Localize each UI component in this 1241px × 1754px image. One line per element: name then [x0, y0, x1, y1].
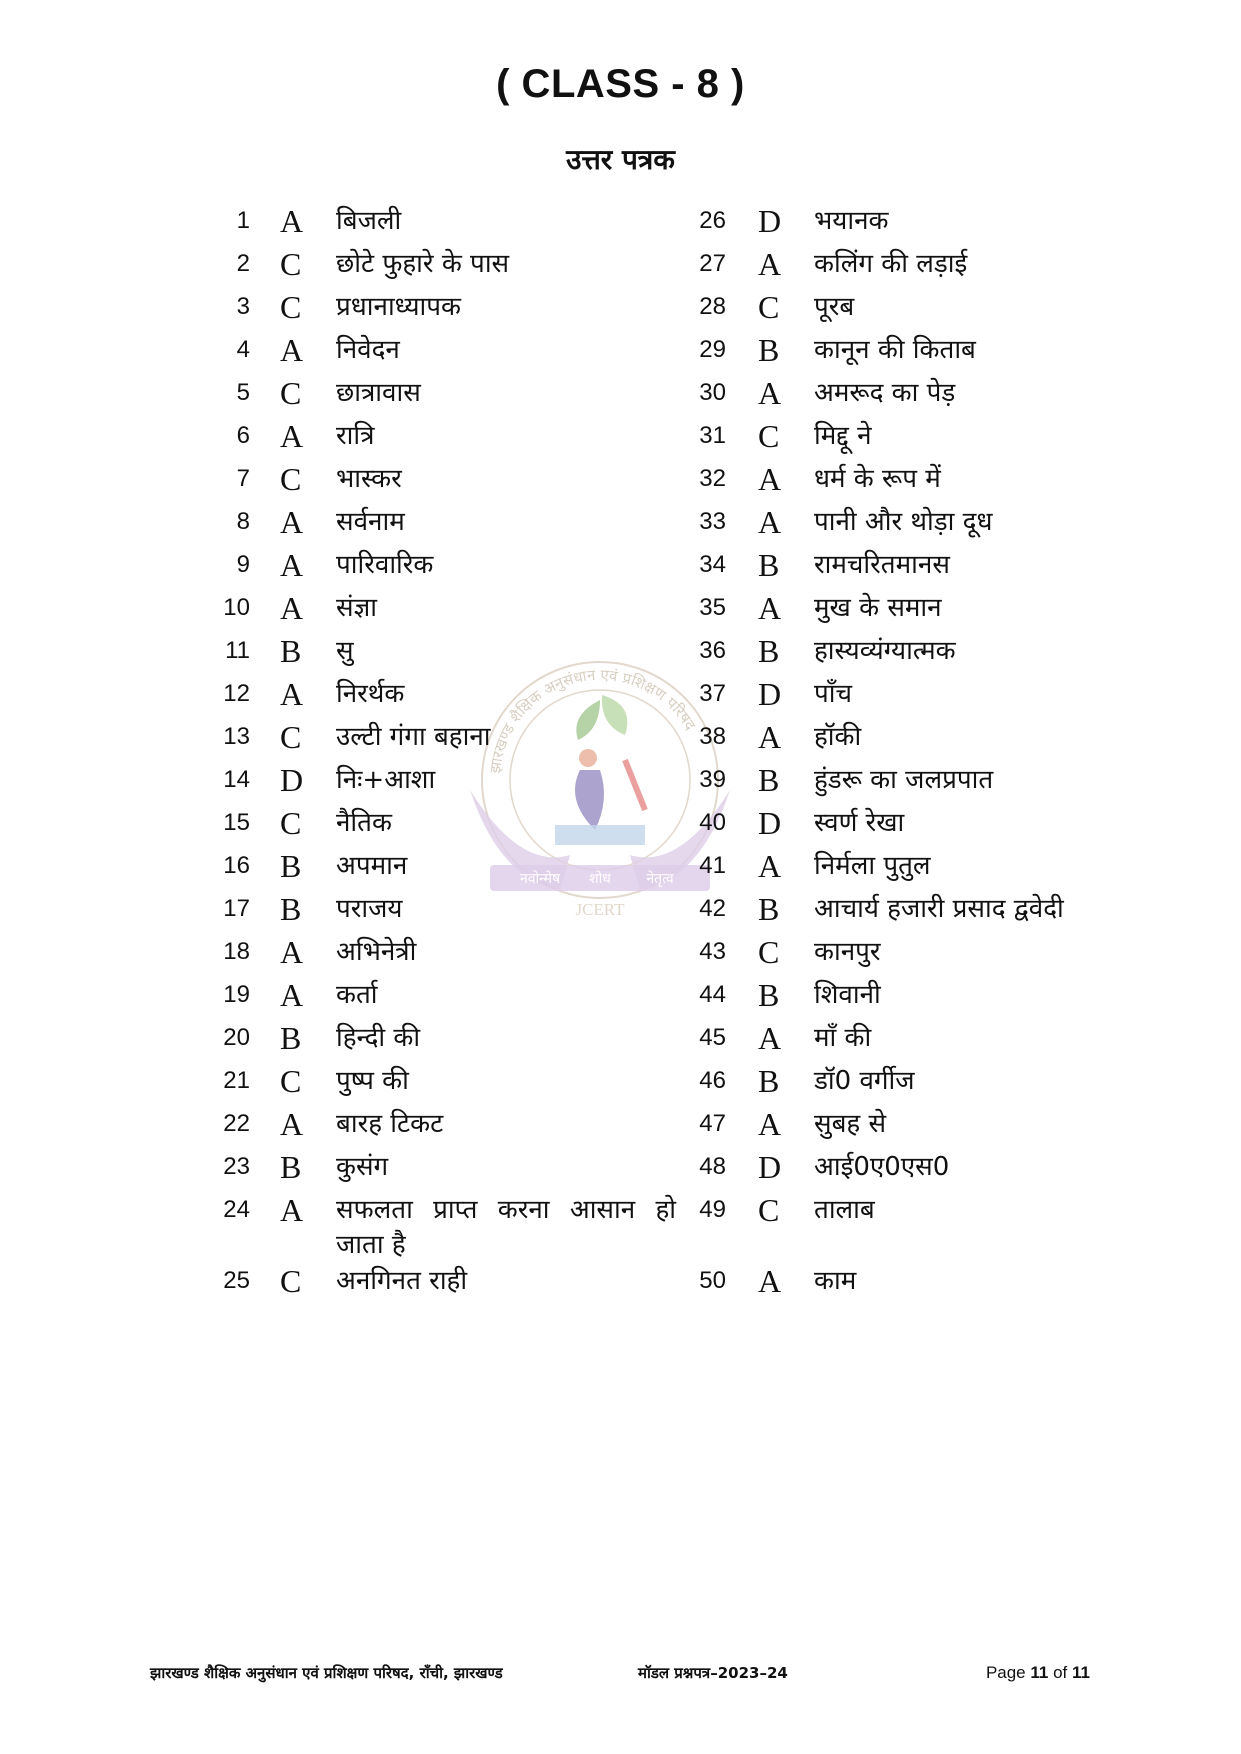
answer-row [678, 461, 1138, 504]
answer-row [678, 719, 1138, 762]
answer-text: पराजय [336, 894, 403, 924]
question-number: 37 [699, 680, 726, 707]
answer-option: A [280, 504, 304, 540]
answer-row [196, 289, 676, 332]
answer-row [196, 891, 676, 934]
question-number: 20 [223, 1024, 250, 1051]
logo-motto-2: शोध [589, 871, 611, 887]
answer-option: A [758, 590, 782, 626]
answer-option: B [758, 891, 780, 927]
answer-option: A [280, 1192, 304, 1228]
answer-text: कानपुर [814, 937, 881, 967]
question-number: 38 [699, 723, 726, 750]
question-number: 39 [699, 766, 726, 793]
answer-option: B [758, 332, 780, 368]
answer-text: नैतिक [336, 808, 392, 838]
answer-row [196, 461, 676, 504]
answer-row [678, 848, 1138, 891]
footer-org-text: झारखण्ड शैक्षिक अनुसंधान एवं प्रशिक्षण परिषद, राँची, झारखण्ड [150, 1664, 503, 1682]
answer-option: A [758, 461, 782, 497]
answer-option: B [280, 633, 302, 669]
answer-row [196, 633, 676, 676]
question-number: 5 [236, 379, 250, 406]
answer-option: C [280, 461, 302, 497]
question-number: 24 [223, 1196, 250, 1223]
answer-text: भयानक [814, 206, 889, 236]
answer-row [196, 1020, 676, 1063]
question-number: 25 [223, 1267, 250, 1294]
answer-row [678, 1263, 1138, 1306]
answer-row [196, 203, 676, 246]
page-number [986, 1663, 1090, 1683]
answer-text: तालाब [814, 1195, 875, 1225]
question-number: 46 [699, 1067, 726, 1094]
logo-org-text: JCERT [575, 900, 625, 919]
page-total: 11 [1072, 1663, 1090, 1682]
question-number: 29 [699, 336, 726, 363]
answer-row [196, 332, 676, 375]
answer-option: A [758, 1020, 782, 1056]
answer-text: डॉ0 वर्गीज [814, 1066, 915, 1096]
question-number: 34 [699, 551, 726, 578]
answer-option: C [280, 246, 302, 282]
answer-row [196, 805, 676, 848]
answer-text: धर्म के रूप में [814, 464, 941, 494]
question-number: 15 [223, 809, 250, 836]
question-number: 17 [223, 895, 250, 922]
answer-option: B [280, 1020, 302, 1056]
answer-text: कलिंग की लड़ाई [814, 249, 968, 279]
answer-text: कुसंग [336, 1152, 389, 1182]
answer-option: C [280, 375, 302, 411]
question-number: 30 [699, 379, 726, 406]
answer-text: काम [814, 1266, 857, 1296]
answer-text: रामचरितमानस [814, 550, 950, 580]
question-number: 27 [699, 250, 726, 277]
question-number: 2 [236, 250, 250, 277]
question-number: 22 [223, 1110, 250, 1137]
answer-option: C [280, 719, 302, 755]
answer-row [678, 977, 1138, 1020]
answer-text: बारह टिकट [336, 1109, 444, 1139]
answer-option: B [280, 848, 302, 884]
page-current: 11 [1030, 1663, 1049, 1682]
answer-row [196, 676, 676, 719]
answer-text: संज्ञा [336, 593, 377, 623]
question-number: 12 [223, 680, 250, 707]
answer-row [678, 891, 1138, 934]
answer-text: भास्कर [336, 464, 402, 494]
answer-option: C [758, 1192, 780, 1228]
answer-text: अभिनेत्री [336, 937, 417, 967]
answer-text: आचार्य हजारी प्रसाद द्ववेदी [814, 894, 1064, 924]
question-number: 33 [699, 508, 726, 535]
answer-row [678, 289, 1138, 332]
answer-row [678, 547, 1138, 590]
answer-text: पूरब [814, 292, 855, 322]
answer-row [196, 934, 676, 977]
answer-option: B [280, 1149, 302, 1185]
answer-text: मिद्दू ने [814, 421, 872, 451]
answer-row [196, 590, 676, 633]
question-number: 16 [223, 852, 250, 879]
question-number: 19 [223, 981, 250, 1008]
question-number: 50 [699, 1267, 726, 1294]
answer-option: A [280, 934, 304, 970]
answer-option: C [280, 289, 302, 325]
question-number: 43 [699, 938, 726, 965]
question-number: 9 [236, 551, 250, 578]
answer-row [678, 1149, 1138, 1192]
answer-option: C [280, 805, 302, 841]
answer-option: D [758, 676, 782, 712]
answer-text: हुंडरू का जलप्रपात [814, 765, 994, 795]
answer-text: अनगिनत राही [336, 1266, 468, 1296]
answer-row [678, 246, 1138, 289]
answer-text: सु [336, 636, 354, 666]
question-number: 23 [223, 1153, 250, 1180]
logo-motto-3: नेतृत्व [646, 871, 674, 887]
answer-row [678, 676, 1138, 719]
question-number: 11 [225, 637, 250, 664]
answer-row [196, 547, 676, 590]
page-footer [150, 1663, 1090, 1687]
answer-text: निरर्थक [336, 679, 405, 709]
question-number: 41 [699, 852, 726, 879]
question-number: 49 [699, 1196, 726, 1223]
answer-option: A [758, 848, 782, 884]
answer-option: D [758, 805, 782, 841]
answer-option: A [280, 203, 304, 239]
question-number: 28 [699, 293, 726, 320]
answer-text: हॉकी [814, 722, 862, 752]
answer-row [678, 762, 1138, 805]
question-number: 26 [699, 207, 726, 234]
answer-option: D [758, 203, 782, 239]
question-number: 21 [223, 1067, 250, 1094]
answer-text: सर्वनाम [336, 507, 405, 537]
answer-text: हिन्दी की [336, 1023, 421, 1053]
answer-text: पाँच [814, 679, 853, 709]
answer-option: B [758, 762, 780, 798]
answer-row [678, 1020, 1138, 1063]
question-number: 45 [699, 1024, 726, 1051]
answer-row [678, 418, 1138, 461]
answer-option: A [758, 1106, 782, 1142]
logo-ring-text: झारखण्ड शैक्षिक अनुसंधान एवं प्रशिक्षण परिषद [486, 665, 700, 775]
answer-option: A [758, 375, 782, 411]
logo-motto-1: नवोन्मेष [519, 871, 561, 887]
answer-row [678, 633, 1138, 676]
answer-row [196, 1106, 676, 1149]
answer-row [196, 418, 676, 461]
question-number: 32 [699, 465, 726, 492]
answer-text: रात्रि [336, 421, 375, 451]
answer-column-right [678, 203, 1138, 1306]
answer-text: निः+आशा [336, 765, 436, 795]
footer-paper-text: मॉडल प्रश्नपत्र–2023–24 [638, 1664, 788, 1682]
answer-text: सुबह से [814, 1109, 887, 1139]
answer-text: आई0ए0एस0 [814, 1152, 950, 1182]
question-number: 13 [223, 723, 250, 750]
answer-row [678, 1106, 1138, 1149]
answer-option: C [758, 934, 780, 970]
answer-option: A [280, 1106, 304, 1142]
answer-option: A [758, 1263, 782, 1299]
answer-text: माँ की [814, 1023, 872, 1053]
question-number: 18 [223, 938, 250, 965]
answer-option: C [758, 418, 780, 454]
page-of: of [1053, 1663, 1068, 1682]
answer-row [678, 375, 1138, 418]
answer-option: A [280, 418, 304, 454]
page-title: ( CLASS - 8 ) [496, 62, 745, 106]
answer-text: छोटे फुहारे के पास [336, 249, 510, 279]
answer-column-left [196, 203, 676, 1306]
page-label: Page [985, 1663, 1026, 1682]
answer-text: निवेदन [336, 335, 400, 365]
question-number: 36 [699, 637, 726, 664]
answer-row [196, 762, 676, 805]
answer-row [678, 934, 1138, 977]
answer-row [196, 246, 676, 289]
answer-option: B [758, 633, 780, 669]
question-number: 10 [223, 594, 250, 621]
answer-row [196, 1149, 676, 1192]
question-number: 1 [236, 207, 250, 234]
answer-option: C [280, 1063, 302, 1099]
answer-text: बिजली [336, 206, 402, 236]
answer-text: मुख के समान [814, 593, 942, 623]
answer-option: D [280, 762, 304, 798]
question-number: 47 [699, 1110, 726, 1137]
answer-text: पुष्प की [336, 1066, 409, 1096]
answer-row [196, 1263, 676, 1306]
answer-option: A [280, 977, 304, 1013]
question-number: 4 [236, 336, 250, 363]
answer-text: छात्रावास [336, 378, 421, 408]
question-number: 31 [699, 422, 726, 449]
answer-row [678, 805, 1138, 848]
question-number: 48 [699, 1153, 726, 1180]
answer-option: A [758, 504, 782, 540]
answer-text: सफलता प्राप्त करना आसान हो जाता है [336, 1195, 676, 1260]
answer-option: A [758, 719, 782, 755]
answer-text: अपमान [336, 851, 408, 881]
question-number: 44 [699, 981, 726, 1008]
answer-row [678, 590, 1138, 633]
answer-row [196, 719, 676, 762]
answer-option: B [758, 1063, 780, 1099]
answer-text: पानी और थोड़ा दूध [814, 507, 993, 537]
answer-row [196, 375, 676, 418]
answer-text: निर्मला पुतुल [814, 851, 931, 881]
answer-text: हास्यव्यंग्यात्मक [814, 636, 956, 666]
answer-option: A [280, 590, 304, 626]
question-number: 42 [699, 895, 726, 922]
answer-row [678, 1192, 1138, 1263]
answer-row [196, 977, 676, 1020]
answer-text: अमरूद का पेड़ [814, 378, 956, 408]
answer-text: शिवानी [814, 980, 881, 1010]
answer-option: A [280, 332, 304, 368]
answer-option: A [280, 676, 304, 712]
question-number: 8 [236, 508, 250, 535]
answer-row [678, 1063, 1138, 1106]
answer-row [678, 504, 1138, 547]
answer-row [678, 332, 1138, 375]
answer-option: B [280, 891, 302, 927]
answer-row [678, 203, 1138, 246]
answer-option: B [758, 547, 780, 583]
answer-option: C [758, 289, 780, 325]
answer-row [196, 848, 676, 891]
question-number: 7 [236, 465, 250, 492]
answer-text: कर्ता [336, 980, 378, 1010]
answer-option: A [280, 547, 304, 583]
answer-option: B [758, 977, 780, 1013]
answer-text: पारिवारिक [336, 550, 434, 580]
answer-text: कानून की किताब [814, 335, 976, 365]
page-subtitle: उत्तर पत्रक [566, 143, 675, 176]
answer-option: C [280, 1263, 302, 1299]
answer-row [196, 504, 676, 547]
answer-row [196, 1063, 676, 1106]
question-number: 14 [223, 766, 250, 793]
answer-row [196, 1192, 676, 1263]
answer-option: D [758, 1149, 782, 1185]
answer-option: A [758, 246, 782, 282]
answer-text: स्वर्ण रेखा [814, 808, 905, 838]
question-number: 40 [699, 809, 726, 836]
question-number: 3 [236, 293, 250, 320]
answer-text: प्रधानाध्यापक [336, 292, 462, 322]
question-number: 35 [699, 594, 726, 621]
question-number: 6 [236, 422, 250, 449]
answer-text: उल्टी गंगा बहाना [336, 722, 491, 752]
